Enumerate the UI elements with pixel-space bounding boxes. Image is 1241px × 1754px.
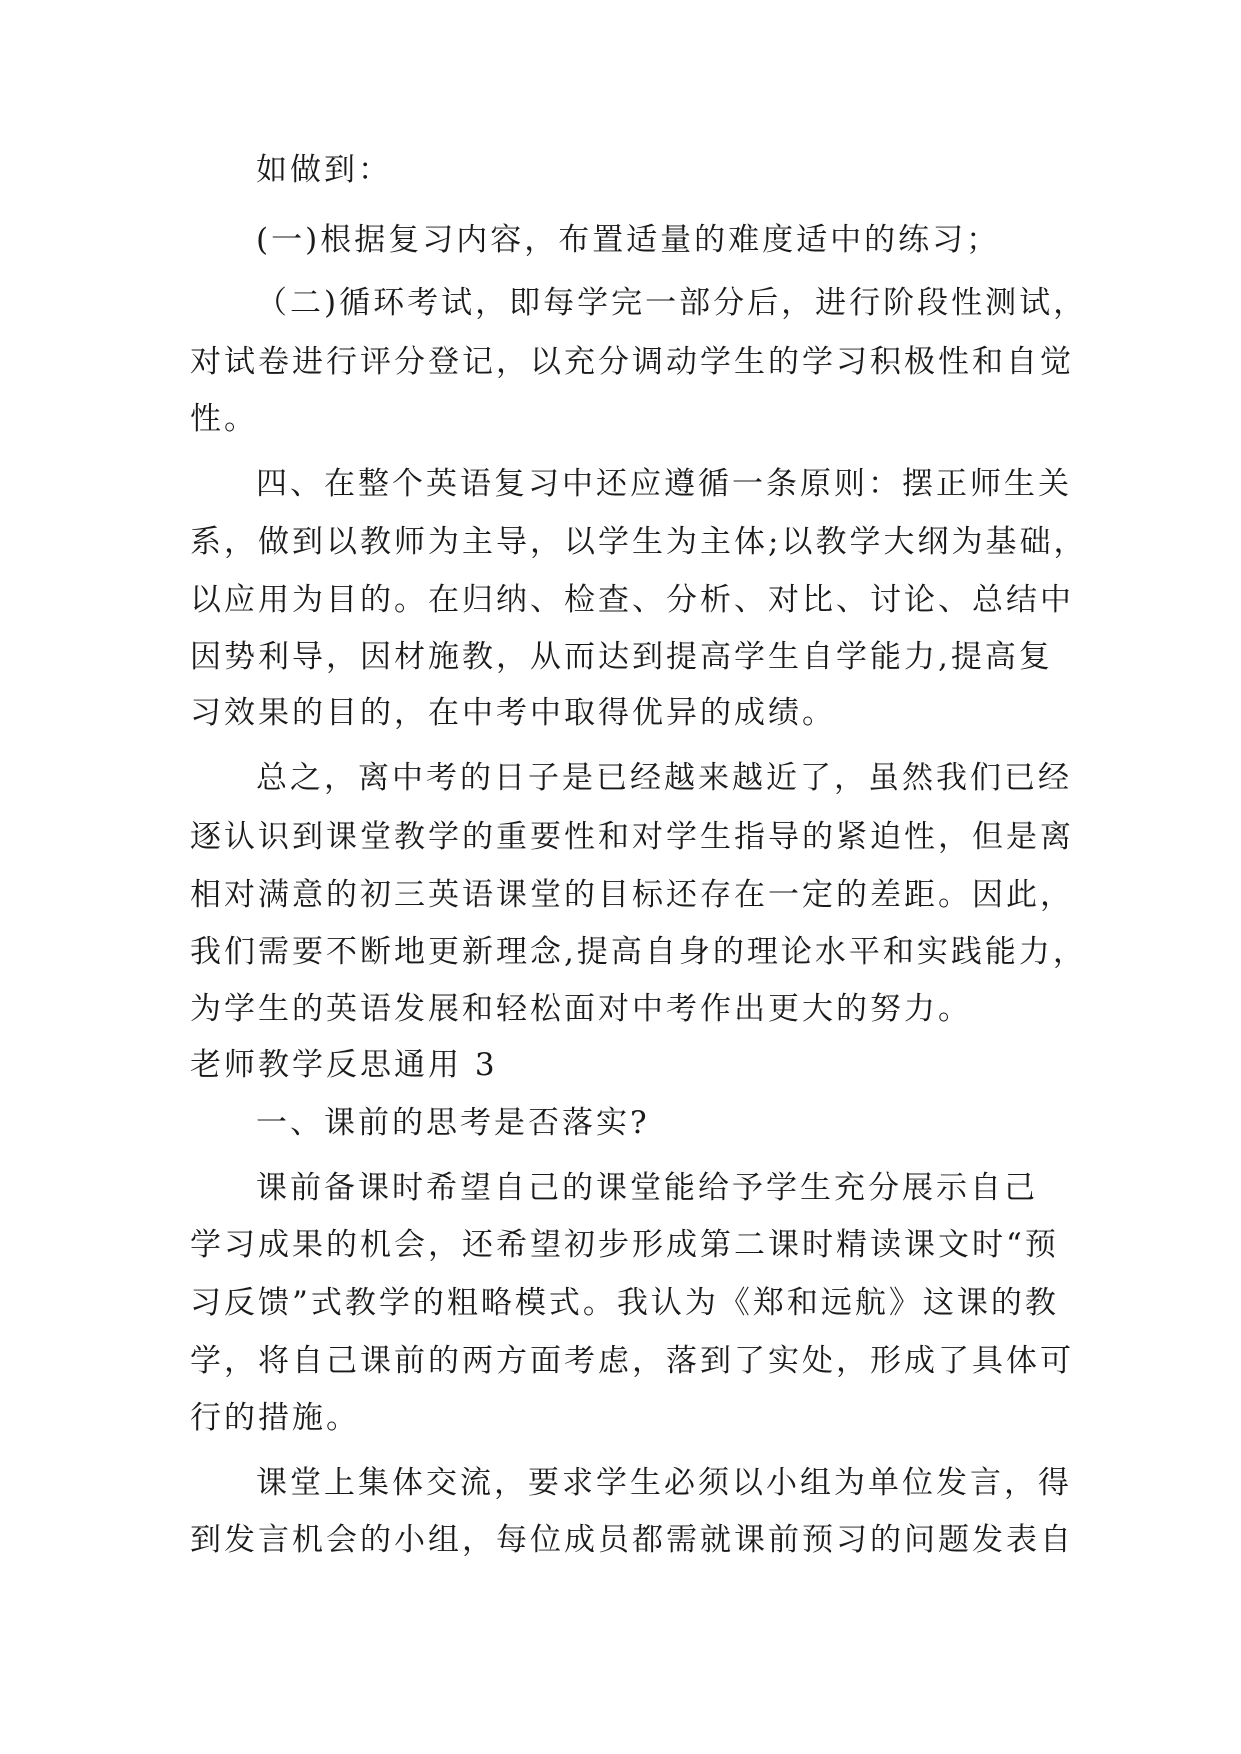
text-line: 到发言机会的小组，每位成员都需就课前预习的问题发表自 [190, 1522, 1074, 1558]
text-line: 学习成果的机会，还希望初步形成第二课时精读课文时“预 [190, 1227, 1059, 1263]
list-item: (一)根据复习内容，布置适量的难度适中的练习； [256, 222, 1001, 258]
text-line: 系，做到以教师为主导，以学生为主体;以教学大纲为基础， [190, 524, 1088, 560]
subheading: 一、课前的思考是否落实? [256, 1105, 650, 1141]
text-line: 如做到： [256, 152, 392, 188]
text-line: 性。 [190, 401, 258, 437]
text-line: 四、在整个英语复习中还应遵循一条原则：摆正师生关 [256, 466, 1072, 502]
text-line: 为学生的英语发展和轻松面对中考作出更大的努力。 [190, 991, 972, 1027]
text-line: 我们需要不断地更新理念,提高自身的理论水平和实践能力， [190, 934, 1087, 970]
text-line: 因势利导，因材施教，从而达到提高学生自学能力,提高复 [190, 639, 1053, 675]
text-line: 课前备课时希望自己的课堂能给予学生充分展示自己 [256, 1170, 1038, 1206]
text-line: 对试卷进行评分登记，以充分调动学生的学习积极性和自觉 [190, 344, 1074, 380]
text-line: 课堂上集体交流，要求学生必须以小组为单位发言，得 [256, 1465, 1072, 1501]
section-heading: 老师教学反思通用 3 [190, 1047, 498, 1083]
text-line: 相对满意的初三英语课堂的目标还存在一定的差距。因此， [190, 877, 1074, 913]
text-line: 以应用为目的。在归纳、检查、分析、对比、讨论、总结中 [190, 582, 1074, 618]
text-line: 行的措施。 [190, 1400, 360, 1436]
text-line: 逐认识到课堂教学的重要性和对学生指导的紧迫性，但是离 [190, 819, 1074, 855]
text-line: 习效果的目的，在中考中取得优异的成绩。 [190, 695, 836, 731]
text-line: 总之，离中考的日子是已经越来越近了，虽然我们已经 [256, 760, 1072, 796]
text-line: 学，将自己课前的两方面考虑，落到了实处，形成了具体可 [190, 1343, 1074, 1379]
list-item: （二)循环考试，即每学完一部分后，进行阶段性测试， [256, 285, 1088, 321]
text-line: 习反馈”式教学的粗略模式。我认为《郑和远航》这课的教 [190, 1285, 1059, 1321]
